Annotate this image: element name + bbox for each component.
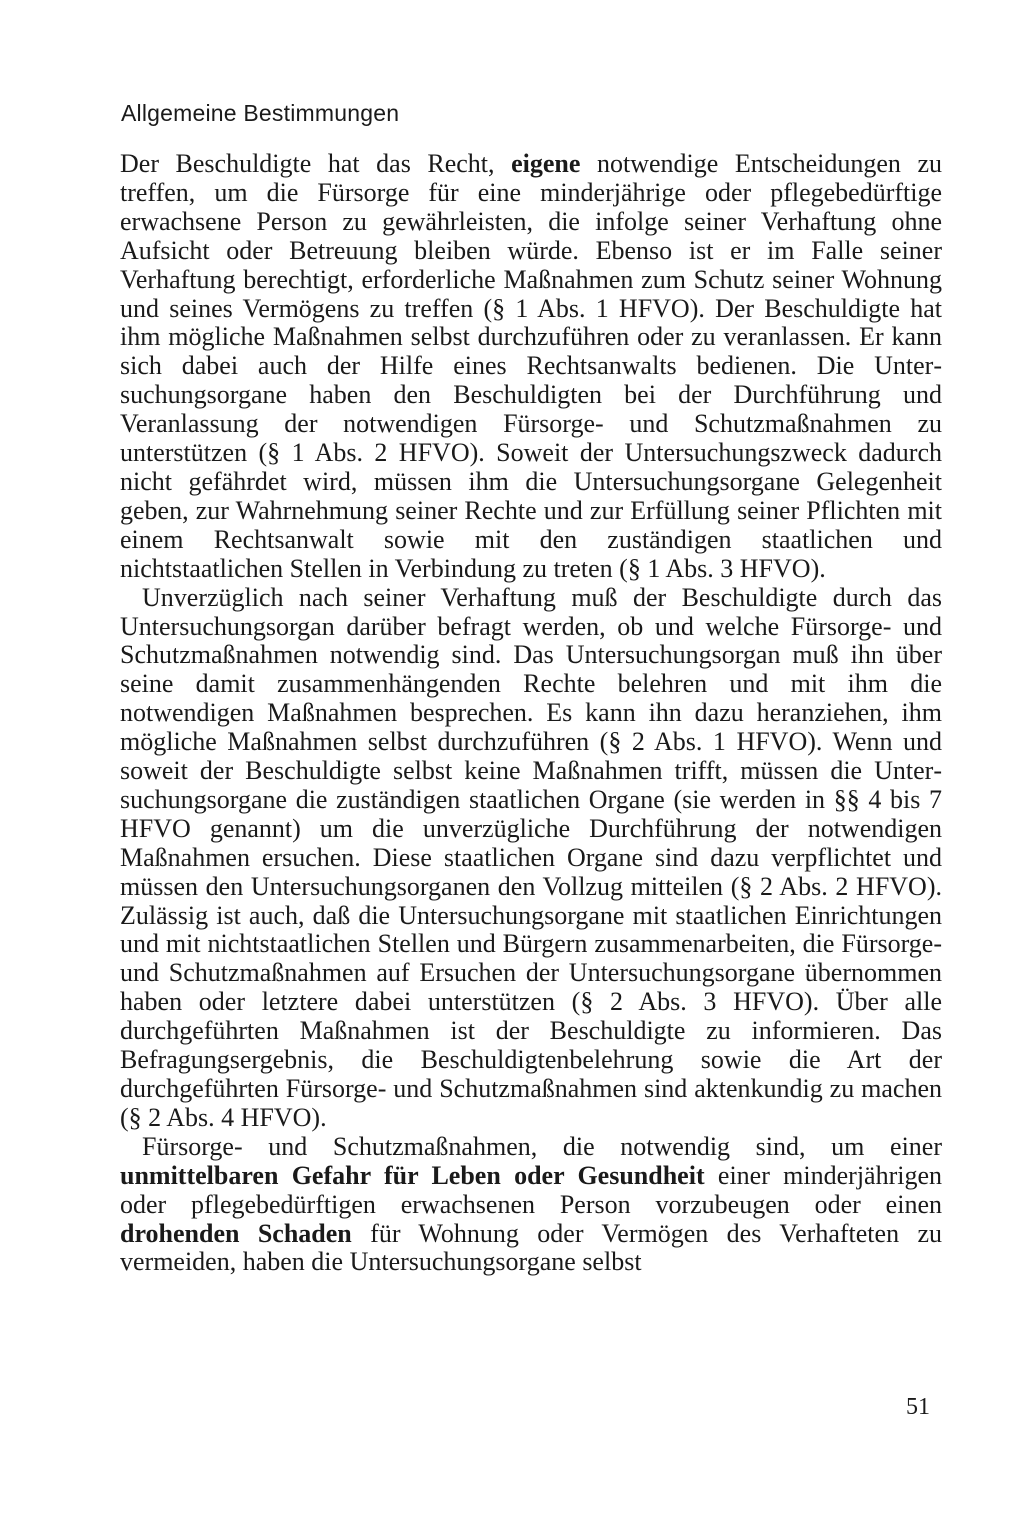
paragraph-3-text-a: Fürsorge- und Schutzmaßnahmen, die notwendig sind, um einer xyxy=(142,1131,942,1161)
emphasis-drohender-schaden: drohenden Schaden xyxy=(120,1218,352,1248)
page-number: 51 xyxy=(906,1394,930,1420)
emphasis-eigene: eigene xyxy=(511,149,581,178)
paragraph-2: Unverzüglich nach seiner Verhaftung muß der Beschuldigte durch das Untersuchungsorgan darüber befragt werden, ob und welche Fürsorge- und Schutzmaßnahmen notwendig sind. Das Untersuchungsorgan muß ihn über seine damit zusammenhängenden Rechte belehren und mit ihm die notwendigen Maßnahmen besprechen. Es kann ihn dazu heranziehen, ihm mögliche Maßnahmen selbst durchzuführen (§ 2 Abs. 1 HFVO). Wenn und soweit der Beschuldigte selbst keine Maßnahmen trifft, müssen die Untersuchungsorgane die zuständigen staatlichen Organe (sie werden in §§ 4 bis 7 HFVO genannt) um die unverzügliche Durchführung der notwendigen Maßnahmen ersuchen. Diese staatlichen Organe sind dazu verpflichtet und müssen den Untersuchungsorganen den Vollzug mitteilen (§ 2 Abs. 2 HFVO). Zulässig ist auch, daß die Untersuchungsorgane mit staatlichen Einrichtungen und mit nichtstaatlichen Stellen und Bürgern zusammenarbeiten, die Fürsorge- und Schutzmaßnahmen auf Ersuchen der Untersuchungsorgane übernommen haben oder letztere dabei unterstützen (§ 2 Abs. 3 HFVO). Über alle durchgeführten Maßnahmen ist der Beschuldigte zu informieren. Das Befragungsergebnis, die Beschuldigtenbelehrung sowie die Art der durchgeführten Fürsorge- und Schutzmaßnahmen sind aktenkundig zu machen (§ 2 Abs. 4 HFVO). xyxy=(120,582,942,1132)
emphasis-unmittelbare-gefahr: unmittelbaren Gefahr für Leben oder Gesundheit xyxy=(120,1160,705,1190)
body-text xyxy=(120,150,942,1277)
paragraph-1 xyxy=(120,150,942,584)
paragraph-1-text-a: Der Beschuldigte hat das Recht, xyxy=(120,149,512,178)
paragraph-3-text-c: einer minderjährigen oder pflegebedürftigen erwachsenen Person vorzubeugen oder einen xyxy=(120,1160,943,1219)
paragraph-1-text-c: notwendige Entscheidungen zu treffen, um die Fürsorge für eine minderjährige oder pflegebedürftige erwachsene Person zu gewährleisten, die infolge seiner Verhaftung ohne Aufsicht oder Betreuung bleiben würde. Ebenso ist er im Falle seiner Verhaftung berechtigt, erforderliche Maßnahmen zum Schutz seiner Wohnung und seines Vermögens zu treffen (§ 1 Abs. 1 HFVO). Der Beschuldigte hat ihm mögliche Maßnahmen selbst durchzuführen oder zu veranlassen. Er kann sich dabei auch der Hilfe eines Rechtsanwalts bedienen. Die Untersuchungsorgane haben den Beschuldigten bei der Durchführung und Veranlassung der notwendigen Fürsorge- und Schutzmaßnahmen zu unterstützen (§ 1 Abs. 2 HFVO). Soweit der Untersuchungszweck dadurch nicht gefährdet wird, müssen ihm die Untersuchungsorgane Gelegenheit geben, zur Wahrnehmung seiner Rechte und zur Erfüllung seiner Pflichten mit einem Rechtsanwalt sowie mit den zuständigen staatlichen und nichtstaatlichen Stellen in Verbindung zu treten (§ 1 Abs. 3 HFVO). xyxy=(120,149,942,583)
paragraph-3-text-e: für Wohnung oder Vermögen des Verhafteten zu vermeiden, haben die Untersuchungsorgane selbst xyxy=(120,1218,943,1277)
running-header: Allgemeine Bestimmungen xyxy=(121,100,400,126)
paragraph-3 xyxy=(120,1133,942,1278)
